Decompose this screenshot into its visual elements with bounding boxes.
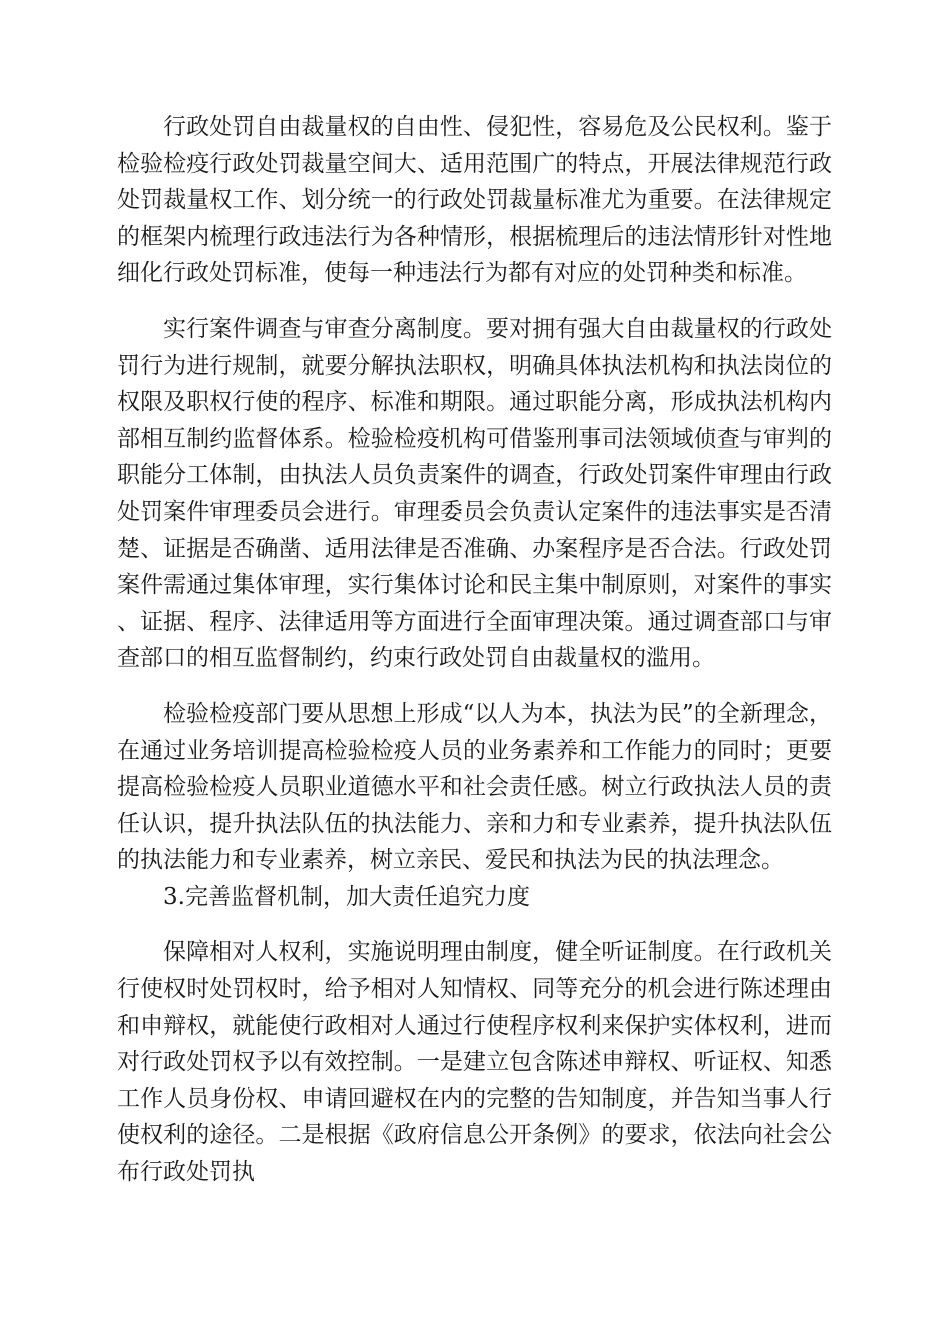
section-heading: 3.完善监督机制，加大责任追究力度 <box>163 883 530 910</box>
paragraph-discretion-standards: 行政处罚自由裁量权的自由性、侵犯性，容易危及公民权利。鉴于检验检疫行政处罚裁量空间大、适用范围广的特点，开展法律规范行政处罚裁量权工作、划分统一的行政处罚裁量标准尤为重要。在法律规定的框架内梳理行政违法行为各种情形，根据梳理后的违法情形针对性地细化行政处罚标准，使每一种违法行为都有对应的处罚种类和标准。 <box>117 114 832 287</box>
document-body <box>117 109 832 1191</box>
paragraph-investigation-review-separation: 实行案件调查与审查分离制度。要对拥有强大自由裁量权的行政处罚行为进行规制，就要分解执法职权，明确具体执法机构和执法岗位的权限及职权行使的程序、标准和期限。通过职能分离，形成执法机构内部相互制约监督体系。检验检疫机构可借鉴刑事司法领域侦查与审判的职能分工体制，由执法人员负责案件的调查，行政处罚案件审理由行政处罚案件审理委员会进行。审理委员会负责认定案件的违法事实是否清楚、证据是否确凿、适用法律是否准确、办案程序是否合法。行政处罚案件需通过集体审理，实行集体讨论和民主集中制原则，对案件的事实、证据、程序、法律适用等方面进行全面审理决策。通过调查部口与审查部口的相互监督制约，约束行政处罚自由裁量权的滥用。 <box>117 315 832 672</box>
paragraph-people-oriented-concept: 检验检疫部门要从思想上形成“以人为本，执法为民”的全新理念，在通过业务培训提高检验检疫人员的业务素养和工作能力的同时；更要提高检验检疫人员职业道德水平和社会责任感。树立行政执法人员的责任认识，提升执法队伍的执法能力、亲和力和专业素养，提升执法队伍的执法能力和专业素养，树立亲民、爱民和执法为民的执法理念。 <box>117 700 832 874</box>
paragraph-rights-protection: 保障相对人权利，实施说明理由制度，健全听证制度。在行政机关行使权时处罚权时，给予相对人知情权、同等充分的机会进行陈述理由和申辩权，就能使行政相对人通过行使程序权利来保护实体权利，进而对行政处罚权予以有效控制。一是建立包含陈述申辩权、听证权、知悉工作人员身份权、申请回避权在内的完整的告知制度，并告知当事人行使权利的途径。二是根据《政府信息公开条例》的要求，依法向社会公布行政处罚执 <box>117 939 832 1186</box>
